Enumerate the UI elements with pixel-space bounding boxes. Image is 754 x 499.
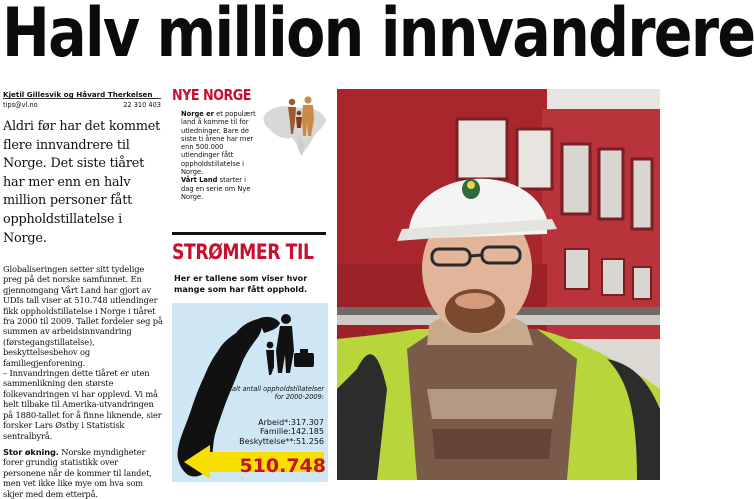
contact-line	[3, 101, 161, 109]
series-intro-text: starter i dag en serie om Nye Norge.	[181, 176, 251, 201]
infographic-subtitle: Her er tallene som viser hvor mange som har fått opphold.	[174, 273, 308, 294]
series-intro-text: et populært land å komme til for utledninger. Bare de siste ti årene har mer enn 500.000 utlendinger fått oppholdstillatelse i Norge.	[181, 110, 256, 177]
infographic-panel	[172, 303, 328, 482]
series-intro-brand: Norge er	[181, 110, 214, 118]
author-phone: 22 310 403	[123, 101, 161, 109]
byline: Kjetil Gillesvik og Håvard Therkelsen	[3, 90, 153, 99]
total-value: 510.748	[239, 455, 326, 477]
byline-divider	[3, 98, 161, 99]
stat-label: Familie:	[260, 427, 291, 437]
stat-value: 317.307	[290, 418, 324, 427]
stat-value: 51.256	[296, 436, 324, 446]
article-body	[3, 264, 163, 499]
stats-list	[212, 418, 324, 446]
stat-label: Beskyttelse**:	[239, 436, 296, 446]
subheading: Stor økning.	[3, 446, 59, 457]
stat-row	[212, 427, 324, 436]
body-paragraph: – Innvandringen dette tiåret er uten sammenlikning den største folkevandringen vi har opplevd. Vi må helt tilbake til Amerika-utvandringen på 1880-tallet for å finne liknende, sier forsker Lars Østby i Statistisk sentralbyrå.	[3, 368, 162, 441]
infographic-title: STRØMMER TIL	[172, 240, 314, 264]
stat-row	[212, 437, 324, 446]
body-paragraph	[3, 447, 163, 499]
stat-label: Arbeid*:	[258, 418, 291, 427]
series-title: NYE NORGE	[172, 86, 251, 104]
subheading-text: Norske myndigheter forer grundig statistikk over personene når de kommer til landet, men vet ikke like mye om hva som skjer med dem etterpå.	[3, 446, 152, 499]
worker-photo	[337, 89, 660, 480]
stat-value: 142.185	[290, 427, 324, 437]
series-intro	[181, 110, 331, 201]
series-intro-brand: Vårt Land	[181, 176, 218, 185]
lead-paragraph: Aldri før har det kommet flere innvandrere til Norge. Det siste tiåret har mer enn en halv million personer fått oppholdstillatelse i Norge.	[3, 119, 161, 246]
total-label: Totalt antall oppholdstillatelser for 2000-2009:	[222, 385, 324, 401]
stat-row	[212, 418, 324, 427]
author-email[interactable]: tips@vl.no	[3, 101, 38, 109]
worker-photo-image	[337, 89, 660, 480]
body-paragraph: Globaliseringen setter sitt tydelige preg på det norske samfunnet. En gjennomgang Vårt Land har gjort av UDIs tall viser at 510.748 utlendinger fikk oppholdstillatelse i Norge i tiåret fra 2000 til 2009. Tallet fordeler seg på summen av arbeidsinnvandring (førstegangstillatelse), beskyttelsesbehov og familiegjenforening.	[3, 264, 163, 368]
section-divider	[172, 232, 326, 235]
headline: Halv million innvandrere	[2, 0, 754, 73]
